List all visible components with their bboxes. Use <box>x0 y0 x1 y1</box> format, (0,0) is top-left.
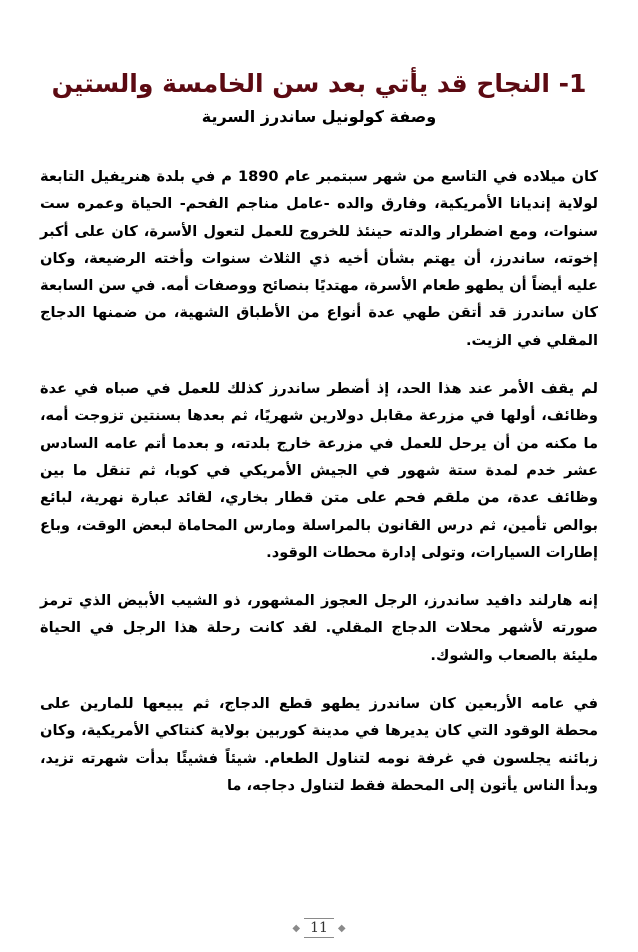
page-number: 11 <box>304 918 334 938</box>
paragraph-2: لم يقف الأمر عند هذا الحد، إذ أضطر ساندرز كذلك للعمل في صباه في عدة وظائف، أولها في مزرعة مقابل دولارين شهريًا، ثم بعدها بسنتين تزوجت أمه، ما مكنه من أن يرحل للعمل في مزرعة خارج بلدته، و بعدما أتم عامه السادس عشر خدم لمدة ستة شهور في الجيش الأمريكي في كوبا، ثم تنقل ما بين وظائف عدة، من ملقم فحم على متن قطار بخاري، لقائد عبارة نهرية، لبائع بوالص تأمين، ثم درس القانون بالمراسلة ومارس المحاماة لبعض الوقت، وباع إطارات السيارات، وتولى إدارة محطات الوقود. <box>40 380 598 561</box>
paragraph-1: كان ميلاده في التاسع من شهر سبتمبر عام 1890 م في بلدة هنريفيل التابعة لولاية إنديانا الأمريكية، وفارق والده -عامل مناجم الفحم- الحياة وعمره ست سنوات، ومع اضطرار والدته حينئذ للخروج للعمل لتعول الأسرة، كان على أكبر إخوته، ساندرز، أن يهتم بشأن أخيه ذي الثلاث سنوات وأخته الرضيعة، وكان عليه أيضاً أن يطهو طعام الأسرة، مهتديًا بنصائح ووصفات أمه. في سن السابعة كان ساندرز قد أتقن طهي عدة أنواع من الأطباق الشهية، من ضمنها الدجاج المقلي في الزيت. <box>40 168 598 349</box>
paragraph-3: إنه هارلند دافيد ساندرز، الرجل العجوز المشهور، ذو الشيب الأبيض الذي ترمز صورته لأشهر محلات الدجاج المقلي. لقد كانت رحلة هذا الرجل في الحياة مليئة بالصعاب والشوك. <box>40 592 598 664</box>
page-footer <box>40 918 598 938</box>
book-page <box>40 0 598 952</box>
body-text <box>40 163 598 820</box>
chapter-title: 1- النجاح قد يأتي بعد سن الخامسة والستين <box>51 68 587 98</box>
right-ornament-icon: ◆ <box>337 922 346 934</box>
chapter-subtitle: وصفة كولونيل ساندرز السرية <box>201 107 437 126</box>
left-ornament-icon: ◆ <box>292 922 301 934</box>
paragraph-4: في عامه الأربعين كان ساندرز يطهو قطع الدجاج، ثم يبيعها للمارين على محطة الوقود التي كان يديرها في مدينة كوربين بولاية كنتاكي الأمريكية، وكان زبائنه يجلسون في غرفة نومه لتناول الطعام. شيئاً فشيئًا بدأت شهرته تزيد، وبدأ الناس يأتون إلى المحطة فقط لتناول دجاجه، ما <box>40 695 598 794</box>
